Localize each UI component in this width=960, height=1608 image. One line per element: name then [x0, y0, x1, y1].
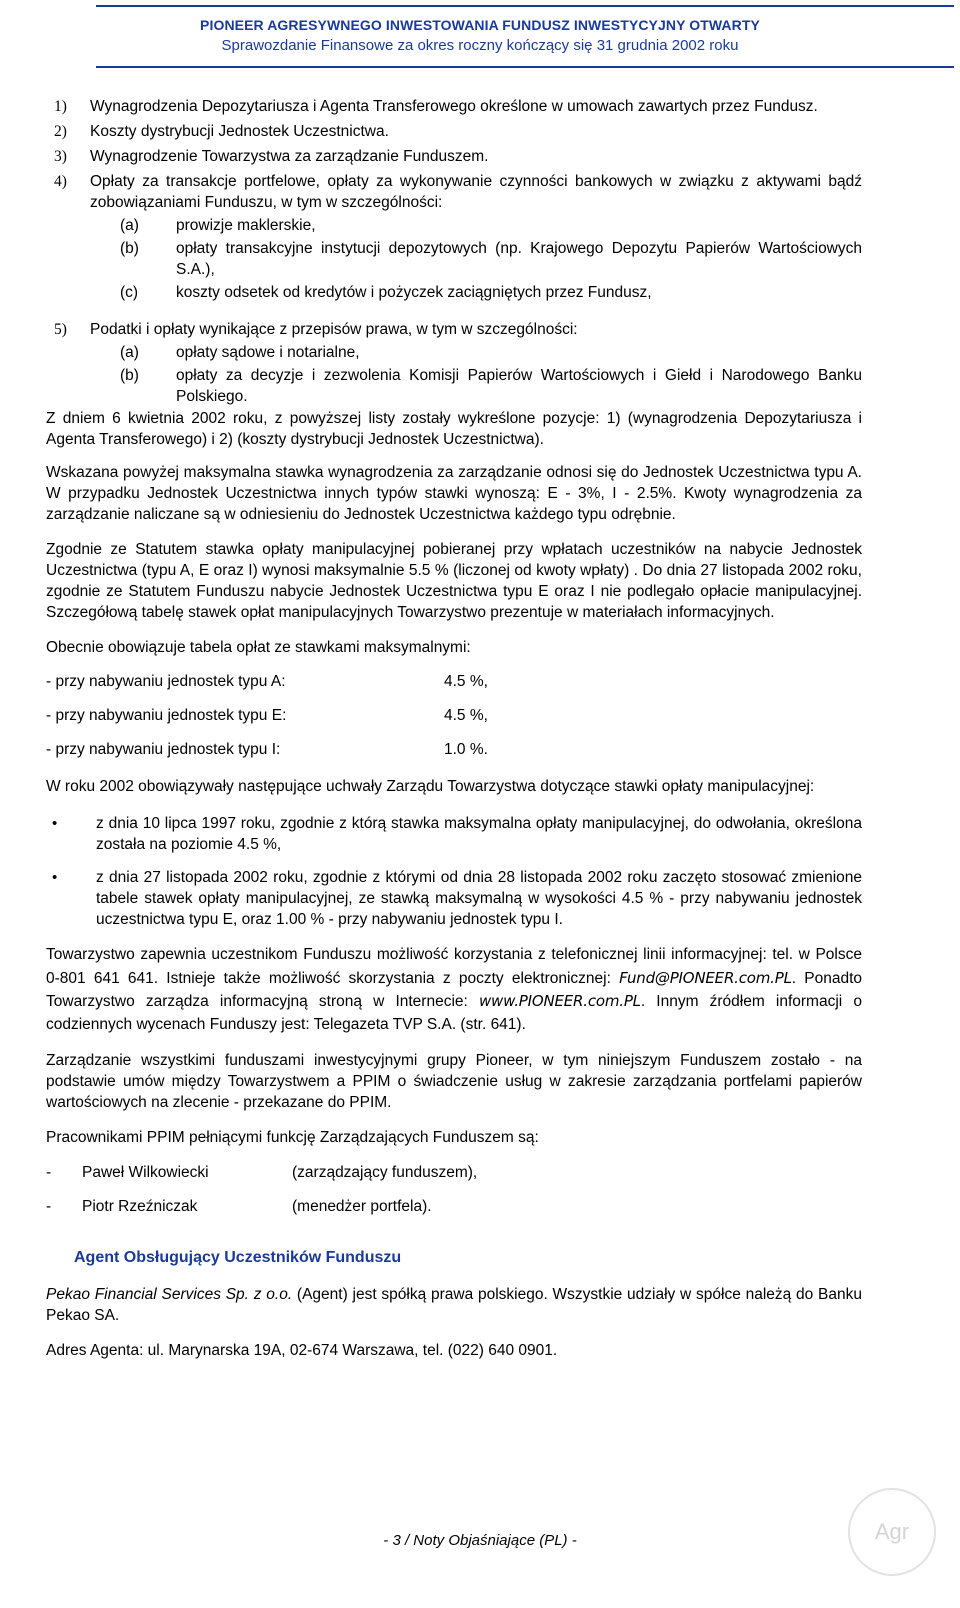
manager-name: Piotr Rzeźniczak — [82, 1198, 198, 1215]
manager-role: (menedżer portfela). — [292, 1198, 432, 1215]
paragraph-managers-intro: Pracownikami PPIM pełniącymi funkcję Zarządzających Funduszem są: — [46, 1129, 539, 1146]
paragraph-resolutions: W roku 2002 obowiązywały następujące uchwały Zarządu Towarzystwa dotyczące stawki opłaty manipulacyjnej: — [46, 778, 815, 795]
manager-role: (zarządzający funduszem), — [292, 1164, 478, 1181]
sub-label: (a) — [120, 217, 139, 234]
rate-row — [46, 739, 862, 760]
list-text: Wynagrodzenie Towarzystwa za zarządzanie Funduszem. — [90, 148, 489, 165]
sub-text: opłaty sądowe i notarialne, — [176, 344, 360, 361]
rate-row — [46, 671, 862, 692]
report-period: Sprawozdanie Finansowe za okres roczny kończący się 31 grudnia 2002 roku — [221, 37, 739, 54]
rate-value: 1.0 %. — [444, 741, 488, 758]
list-item — [46, 319, 862, 340]
paragraph-manipulation-fee: Zgodnie ze Statutem stawka opłaty manipulacyjnej pobieranej przy wpłatach uczestników na nabycie Jednostek Uczestnictwa (typu A, E oraz I) wynosi maksymalnie 5.5 % (liczonej od kwoty wpłaty) . Do dnia 27 listopada 2002 roku, zgodnie ze Statutem Funduszu nabycie Jednostek Uczestnictwa typu E oraz I nie podlegało opłacie manipulacyjnej. Szczegółową tabelę stawek opłat manipulacyjnych Towarzystwo prezentuje w materiałach informacyjnych. — [46, 541, 862, 621]
sub-label: (a) — [120, 344, 139, 361]
page-header — [0, 0, 960, 72]
paragraph-agent — [46, 1284, 862, 1326]
list-item — [46, 121, 862, 142]
page-body — [46, 96, 862, 1361]
paragraph-management: Zarządzanie wszystkimi funduszami inwestycyjnymi grupy Pioneer, w tym niniejszym Funduszem zostało - na podstawie umów między Towarzystwem a PPIM o świadczenie usług w zakresie zarządzania portfelami papierów wartościowych na zlecenie - przekazane do PPIM. — [46, 1052, 862, 1111]
contact-text-a: Towarzystwo zapewnia uczestnikom Funduszu możliwość korzystania z telefonicznej linii informacyjnej: tel. w Polsce 0-801 641 641. Istnieje także możliwość skorzystania z poczty elektronicznej: — [46, 946, 862, 987]
paragraph-removed-items: Z dniem 6 kwietnia 2002 roku, z powyższej listy zostały wykreślone pozycje: 1) (wynagrodzenia Depozytariusza i Agenta Transferowego) i 2) (koszty dystrybucji Jednostek Uczestnictwa). — [46, 410, 862, 448]
page-footer: - 3 / Noty Objaśniające (PL) - — [383, 1532, 577, 1549]
sub-label: (c) — [120, 284, 139, 301]
rate-label: - przy nabywaniu jednostek typu E: — [46, 707, 287, 724]
list-number: 1) — [54, 98, 67, 115]
list-item — [46, 146, 862, 167]
paragraph-contact — [46, 944, 862, 1036]
rate-row — [46, 705, 862, 726]
agent-company: Pekao Financial Services Sp. z o.o. — [46, 1286, 293, 1303]
list-number: 5) — [54, 321, 67, 338]
contact-text-c: . Innym źródłem informacji o codziennych wycenach Funduszy jest: Telegazeta TVP S.A. (str. 641). — [46, 993, 862, 1033]
sub-label: (b) — [120, 367, 139, 384]
manager-dash: - — [46, 1164, 52, 1181]
sub-item — [120, 365, 862, 407]
agent-address: Adres Agenta: ul. Marynarska 19A, 02-674 Warszawa, tel. (022) 640 0901. — [46, 1342, 558, 1359]
agent-desc: (Agent) jest spółką prawa polskiego. Wszystkie udziały w spółce należą do Banku Pekao SA. — [46, 1286, 862, 1324]
bullet-item — [52, 813, 862, 855]
section-title-agent: Agent Obsługujący Uczestników Funduszu — [74, 1249, 402, 1266]
website-link[interactable]: www.PIONEER.com.PL — [478, 992, 641, 1010]
rate-label: - przy nabywaniu jednostek typu A: — [46, 673, 286, 690]
bullet-item — [52, 867, 862, 930]
bullet-icon: • — [52, 815, 58, 832]
list-text: Koszty dystrybucji Jednostek Uczestnictwa. — [90, 123, 389, 140]
manager-name: Paweł Wilkowiecki — [82, 1164, 209, 1181]
manager-row — [46, 1196, 862, 1217]
list-text: Wynagrodzenia Depozytariusza i Agenta Transferowego określone w umowach zawartych przez Fundusz. — [90, 98, 818, 115]
list-text: Opłaty za transakcje portfelowe, opłaty za wykonywanie czynności bankowych w związku z aktywami bądź zobowiązaniami Funduszu, w tym w szczególności: — [90, 173, 862, 211]
contact-text-b: . Ponadto Towarzystwo zarządza informacyjną stroną w Internecie: — [46, 969, 863, 1010]
header-rule-top — [96, 5, 954, 7]
sub-text: opłaty za decyzje i zezwolenia Komisji Papierów Wartościowych i Giełd i Narodowego Banku Polskiego. — [176, 367, 862, 405]
stamp-logo: Agr — [848, 1488, 936, 1576]
sub-text: prowizje maklerskie, — [176, 217, 316, 234]
bullet-icon: • — [52, 869, 58, 886]
sub-item — [120, 342, 862, 363]
paragraph-current-table: Obecnie obowiązuje tabela opłat ze stawkami maksymalnymi: — [46, 639, 471, 656]
rate-value: 4.5 %, — [444, 673, 488, 690]
list-text: Podatki i opłaty wynikające z przepisów prawa, w tym w szczególności: — [90, 321, 578, 338]
list-number: 4) — [54, 173, 67, 190]
sub-text: koszty odsetek od kredytów i pożyczek zaciągniętych przez Fundusz, — [176, 284, 652, 301]
rate-value: 4.5 %, — [444, 707, 488, 724]
bullet-text: z dnia 10 lipca 1997 roku, zgodnie z którą stawka maksymalna opłaty manipulacyjnej, do odwołania, określona została na poziomie 4.5 %, — [96, 815, 862, 853]
paragraph-fee-rates: Wskazana powyżej maksymalna stawka wynagrodzenia za zarządzanie odnosi się do Jednostek Uczestnictwa typu A. W przypadku Jednostek Uczestnictwa innych typów stawki wynoszą: E - 3%, I - 2.5%. Kwoty wynagrodzenia za zarządzanie naliczane są w odniesieniu do Jednostek Uczestnictwa każdego typu odrębnie. — [46, 464, 862, 523]
sub-item — [120, 215, 862, 236]
bullet-text: z dnia 27 listopada 2002 roku, zgodnie z którymi od dnia 28 listopada 2002 roku zaczęto stosować zmienione tabele stawek opłaty manipulacyjnej, ze stawką maksymalną w wysokości 4.5 % - przy nabywaniu jednostek uczestnictwa typu E, oraz 1.00 % - przy nabywaniu jednostek typu I. — [96, 869, 862, 928]
list-item — [46, 96, 862, 117]
sub-text: opłaty transakcyjne instytucji depozytowych (np. Krajowego Depozytu Papierów Wartościowych S.A.), — [176, 240, 862, 278]
sub-label: (b) — [120, 240, 139, 257]
list-number: 2) — [54, 123, 67, 140]
sub-item — [120, 282, 862, 303]
sub-item — [120, 238, 862, 280]
manager-dash: - — [46, 1198, 52, 1215]
rate-label: - przy nabywaniu jednostek typu I: — [46, 741, 281, 758]
email-link[interactable]: Fund@PIONEER.com.PL — [619, 968, 792, 987]
list-item — [46, 171, 862, 213]
fund-name: PIONEER AGRESYWNEGO INWESTOWANIA FUNDUSZ INWESTYCYJNY OTWARTY — [200, 17, 760, 33]
list-number: 3) — [54, 148, 67, 165]
header-rule-bottom — [96, 66, 954, 68]
manager-row — [46, 1162, 862, 1183]
